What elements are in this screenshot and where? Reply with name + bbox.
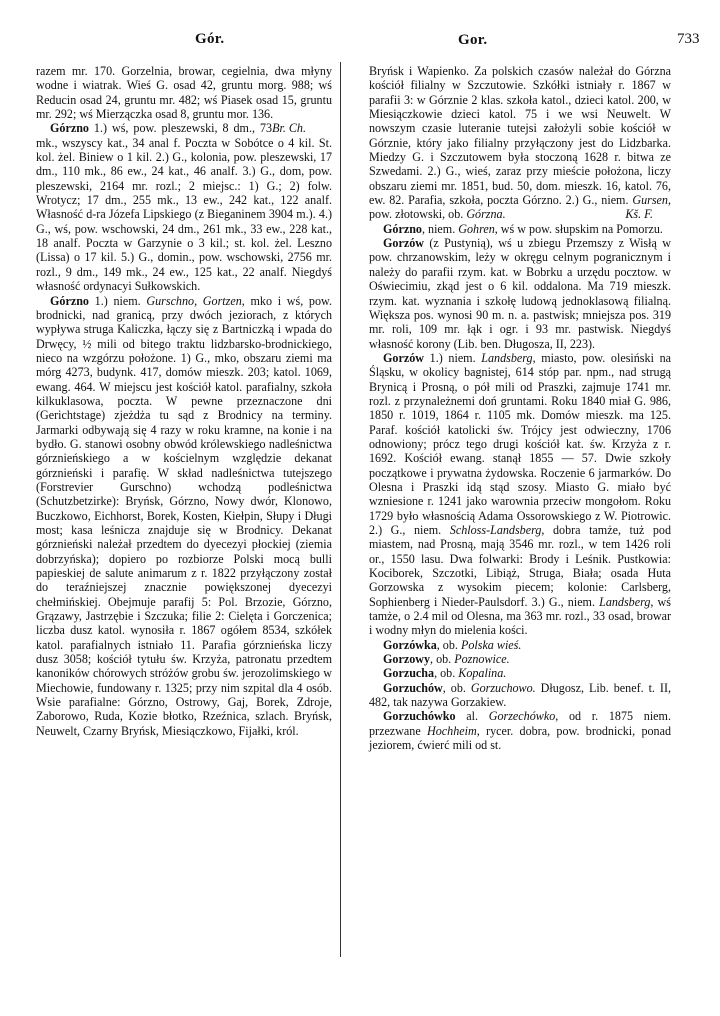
entry-gorzow-landsberg: Gorzów 1.) niem. Landsberg, miasto, pow. olesiński na Śląsku, w okolicy bagnistej, 614 stóp par. npm., nad strugą Brynicą i Prosną, o pół mili od Praszki, zajmuje 1741 mr. rozl. z przynależnemi doń gruntami. Roku 1840 miał G. 986, 1850 r. 1019, 1864 r. 1105 mk. Domów mieszk. ma 125. Paraf. kościół katolicki św. Trójcy jest odwieczny, 1706 odnowiony; prócz tego drugi kościół kat. św. Krzyża z r. 1692. Kościół ewang. stanął 1855 — 57. Dwie szkoły początkowe i prywatna żydowska. Roczenie 6 jarmarków. Do Olesna i Praszki idą stąd szosy. Miasto G. miało być wzniesione r. 1241 jako warownia przeciw mongołom. Roku 1729 było własnością Adama Ossorowskiego z W. Piotrowic. 2.) G., niem. Schloss-Landsberg, dobra tamże, tuż pod miastem, nad Prosną, mają 3546 mr. rozl., w tem 1426 roli or., 1550 lasu. Dwa folwarki: Brody i Leśnik. Pustkowia: Kociborek, Szczotki, Libiąż, Struga, Biała; osada Huta Gorzowska z wysokim piecem; kolonie: Carlsberg, Sophienberg i Nieder-Paulsdorf. 3.) G., niem. Landsberg, wś tamże, o 2.4 mil od Olesna, ma 363 mr. rozl., 33 osad, browar i wodny młyn do mielenia kości.	[369, 350, 672, 638]
author-signature: Br. Ch.	[272, 121, 306, 136]
entry-gorzowka: Gorzówka, ob. Polska wieś.	[383, 637, 522, 652]
entry-headword: Górzno	[50, 121, 89, 136]
right-column	[369, 64, 671, 753]
entry-headword: Gorzów	[383, 236, 424, 251]
entry-gorzuchow: Gorzuchów, ob. Gorzuchowo. Długosz, Lib. benef. t. II, 482, tak nazywa Gorzakiew.	[369, 680, 671, 710]
page-header	[0, 0, 720, 60]
entry-headword: Gorzów	[383, 350, 424, 365]
entry-gorzno-slupsk: Górzno, niem. Gohren, wś w pow. słupskim na Pomorzu.	[383, 221, 663, 236]
entry-gorzuchowko: Gorzuchówko al. Gorzechówko, od r. 1875 niem. przezwane Hochheim, rycer. dobra, pow. brodnicki, ponad jeziorem, ćwierć mili od st.	[369, 709, 671, 753]
entry-continuation: Bryńsk i Wapienko. Za polskich czasów należał do Górzna kościół filialny w Szczutowie. Szkółki istniały r. 1867 w parafii 3: w Górznie 2 klas. szkoła katol., dzieci katol. 200, w Miesiączkowie dzieci katol. 75 i we wsi Neuwelt. W nowszym czasie luteranie tutejsi założyli sobie kościół w Górznie, który jako filialny przyłączony jest do Lidzbarka. Miedzy G. i Szczutowem była stoczoną 1628 r. bitwa ze Szwedami. 2.) G., wieś, zaraz przy mieście położona, liczy obszaru ziemi mr. 1851, bud. 50, dom. mieszk. 16, katol. 76, ew. 82. Parafia, szkoła, poczta Górzno. 2.) G., niem. Gursen, pow. złotowski, ob. Górzna. Kš. F.	[369, 64, 671, 222]
entry-headword: Górzno	[383, 221, 422, 236]
running-head-right: Gor.	[458, 32, 488, 48]
entry-headword: Gorzucha	[383, 666, 435, 681]
entry-headword: Górzno	[50, 293, 89, 308]
author-signature: Kš. F.	[625, 207, 653, 222]
entry-gorzno-brodnica: Górzno 1.) niem. Gurschno, Gortzen, mko i wś, pow. brodnicki, nad granicą, przy dwóch jeziorach, z których wypływa struga Kaliczka, łączy się z Bartniczką i wpada do Drwęcy, ½ mili od bitego traktu lidzbarsko-brodnickiego, nieco na wzgórzu położone. 1) G., mko, obszaru ziemi ma mórg 4273, budynk. 417, domów mieszk. 203; katol. 1069, ewang. 464. W miejscu jest kościół katol. parafialny, szkoła kilkuklasowa, poczta. W pewne przeznaczone dni (Gerichtstage) zjeżdża tu sąd z Brodnicy na terminy. Jarmarki odbywają się 4 razy w roku kramne, na konie i na bydło. G. stanowi osobny obwód królewskiego nadleśnictwa górznieńskiego a w kościelnym względzie dekanat górznieński i parafię. W skład nadleśnictwa tutejszego (Forstrevier Gurschno) wchodzą podleśnictwa (Schutzbetzirke): Bryńsk, Górzno, Nowy dwór, Klonowo, Buczkowo, Eichhorst, Borek, Kosten, Kiełpin, Słupy i Długi most; kasa leśnicza znajduje się w Brodnicy. Dekanat górznieński należał przedtem do dyecezyi płockiej (ziemia dobrzyńska); dopiero po rozbiorze Polski mocą bulli papieskiej de salute animarum z r. 1822 przyłączony został do teraźniejszej znacznie powiększonej dyecezyi chełmińskiej. Obejmuje parafij 5: Pol. Brzozie, Górzno, Grązawy, Jastrzębie i Szczuka; filie 2: Cielęta i Gorczenica; liczba dusz katol. wynosiła r. 1867 ogółem 8534, szkółek katol. parafialnych istniało 11. Parafia górznieńska liczy dusz 3058; kościół tytułu św. Krzyża, patronatu przedtem kanoników chórowych stróżów grobu św. jerozolimskiego w Miechowie, fundowany r. 1325; przy nim szpital dla 4 osób. Wsie parafialne: Górzno, Ostrowy, Gaj, Borek, Zdroje, Zaborowo, Ruda, Kozie błotko, Rzeźnica, szlach. Bryńsk, Neuwelt, Czarny Bryńsk, Miesiączkowo, Fijałki, król.	[36, 293, 332, 738]
running-head-left: Gór.	[195, 31, 225, 47]
entry-continuation: razem mr. 170. Gorzelnia, browar, cegielnia, dwa młyny wodne i wiatrak. Wieś G. osad 42, gruntu morg. 988; wś Reducin osad 24, gruntu mr. 482; wś Piasek osad 15, gruntu mr. 292; wś Mierzączka osad 8, gruntu mor. 136. Br. Ch.	[36, 64, 332, 136]
entry-gorzno-pleszew: Górzno 1.) wś, pow. pleszewski, 8 dm., 73 mk., wszyscy kat., 34 anal f. Poczta w Sobótce o 4 kil. St. kol. żel. Biniew o 1 kil. 2.) G., kolonia, pow. pleszewski, 17 dm., 110 mk., 86 ew., 24 kat., 46 analf. 3.) G., dom, pow. pleszewski, 2164 mr. rozl.; 2 miejsc.: 1) G.; 2) folw. Wrotycz; 17 dm., 255 mk., 13 ew., 242 kat., 122 analf. Własność d-ra Józefa Lipskiego (z Bieganinem 3904 m.). 4.) G., wś, pow. wschowski, 24 dm., 261 mk., 33 ew., 228 kat., 18 analf. Poczta w Garzynie o 3 kil.; st. kol. żel. Leszno (Lissa) o 17 kil. 5.) G., domin., pow. wschowski, 2756 mr. rozl., 9 dm., 149 mk., 24 ew., 125 kat., 22 analf. Niegdyś własność ordynacyi Sułkowskich.	[36, 121, 332, 294]
entry-headword: Gorzuchów	[383, 680, 443, 695]
entry-gorzowy: Gorzowy, ob. Poznowice.	[383, 652, 510, 667]
entry-headword: Gorzówka	[383, 637, 437, 652]
entry-gorzucha: Gorzucha, ob. Kopalina.	[383, 666, 507, 681]
entry-headword: Gorzowy	[383, 652, 431, 667]
page-number: 733	[677, 31, 700, 47]
entry-headword: Gorzuchówko	[383, 709, 456, 724]
entry-gorzow-pustynia: Gorzów (z Pustynią), wś u zbiegu Przemszy z Wisłą w pow. chrzanowskim, leży w okręgu celnym pogranicznym i należy do parafii rzym. kat. w Bobrku a urzędu pocztow. w Oświecimiu, zkąd jest o 6 kil. oddalona. Ma 719 mieszk. rzym. kat. wyznania i szkołę ludową jednoklasową filialną. Większa pos. wynosi 90 m. n. a. pastwisk; mniejsza pos. 319 mr. roli, 109 mr. łąk i ogr. i 93 mr. pastwisk. Niegdyś własność korony (Lib. ben. Długosza, II, 223).	[369, 236, 671, 351]
left-column	[36, 64, 332, 738]
column-divider	[340, 62, 341, 957]
